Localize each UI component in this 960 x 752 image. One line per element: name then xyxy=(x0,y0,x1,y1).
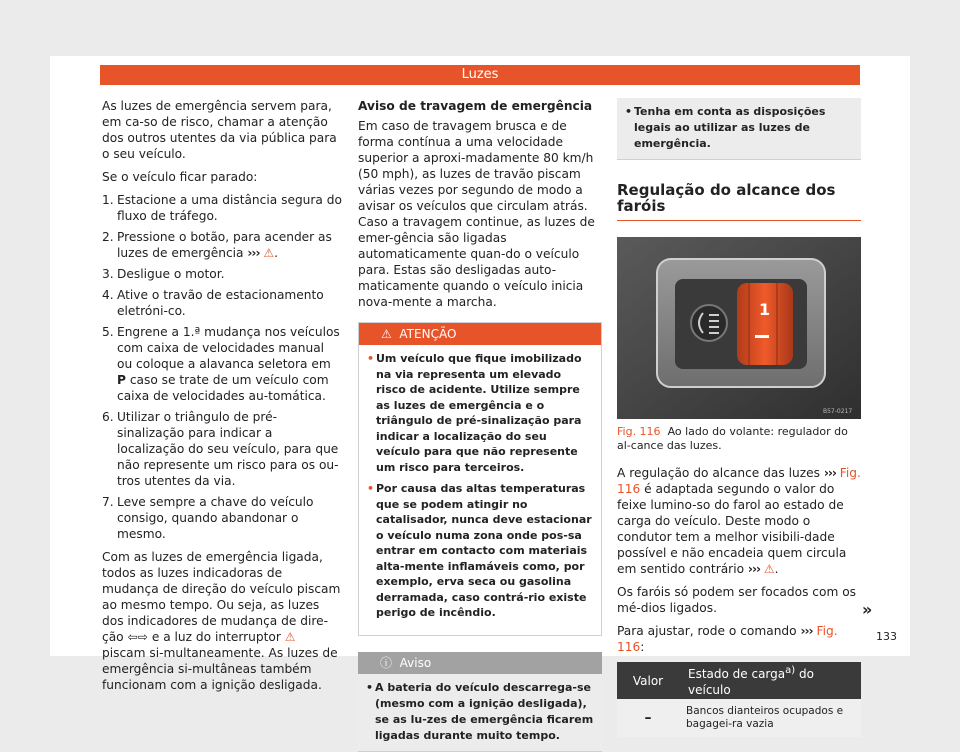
reference-arrows-icon: ››› xyxy=(800,624,813,638)
note-item: • Tenha em conta as disposições legais ao utilizar as luzes de emergência. xyxy=(625,105,826,150)
reference-arrows-icon: ››› xyxy=(823,466,836,480)
table-row: – Bancos dianteiros ocupados e bagagei-ra vazia xyxy=(617,699,861,737)
reference-arrows-icon: ››› xyxy=(747,562,760,576)
warning-box xyxy=(358,322,602,636)
svg-text:1: 1 xyxy=(759,300,771,319)
section-title: Regulação do alcance dos faróis xyxy=(617,182,861,221)
turn-left-icon: ⇦ xyxy=(127,630,138,644)
warning-box-header: ⚠ ATENÇÃO xyxy=(359,323,601,345)
intro-paragraph: As luzes de emergência servem para, em ca-so de risco, chamar a atenção dos outros utentes da via pública para o seu veículo. xyxy=(102,99,337,161)
stopped-paragraph: Se o veículo ficar parado: xyxy=(102,170,258,184)
warning-triangle-icon: ⚠ xyxy=(284,630,296,644)
column-2 xyxy=(358,98,602,752)
svg-text:B57-0217: B57-0217 xyxy=(823,408,853,415)
step-item: 1. Estacione a uma distância segura do fluxo de tráfego. xyxy=(102,193,342,223)
regulation-paragraph: A regulação do alcance das luzes ››› Fig. 116 é adaptada segundo o valor do feixe lumino-so do farol ao estado de carga do veículo. Deste modo o condutor tem a melhor visibili-dade possível e não encadeia quem circula em sentido contrário ››› ⚠. xyxy=(617,466,861,576)
column-1 xyxy=(102,98,342,700)
turn-right-icon: ⇨ xyxy=(137,630,148,644)
steps-list xyxy=(102,192,342,542)
table-header-state: Estado de carga$^{a)}$ do veículo xyxy=(680,662,861,699)
figure-caption: Fig. 116 Ao lado do volante: regulador do al-cance das luzes. xyxy=(617,425,848,452)
step-item: 4. Ative o travão de estacionamento eletróni-co. xyxy=(102,288,324,318)
note-box xyxy=(358,652,602,752)
adjust-paragraph: Para ajustar, rode o comando ››› Fig. 116: xyxy=(617,624,838,654)
legal-note-box xyxy=(617,98,861,160)
headlight-regulator-image xyxy=(617,237,861,419)
warning-item: • Um veículo que fique imobilizado na via representa um elevado risco de acidente. Utilize sempre as luzes de emergência e o triângulo de pré-sinalização para indicar a localização do seu veículo para que não represente um risco para terceiros. xyxy=(367,352,582,474)
bullet-icon: • xyxy=(366,680,374,694)
low-beam-paragraph: Os faróis só podem ser focados com os mé-dios ligados. xyxy=(617,585,857,615)
bullet-icon: • xyxy=(367,352,375,365)
page-number: 133 xyxy=(876,630,897,643)
note-item: • A bateria do veículo descarrega-se (mesmo com a ignição desligada), se as lu-zes de emergência ficarem ligadas durante muito tempo. xyxy=(366,680,594,742)
figure-link[interactable]: Fig. 116 xyxy=(617,466,861,496)
figure-link[interactable]: Fig. 116 xyxy=(617,624,838,654)
section-header: Luzes xyxy=(100,65,860,85)
step-item: 3. Desligue o motor. xyxy=(102,267,225,281)
reference-arrows-icon: ››› xyxy=(247,246,260,260)
emergency-braking-body: Em caso de travagem brusca e de forma contínua a uma velocidade superior a aproxi-madamente 80 km/h (50 mph), as luzes de travão piscam várias vezes por segundo de modo a avisar os veículos que circulam atrás. Caso a travagem continue, as luzes de emer-gência são ligadas automaticamente quan-do o veículo para. Estas são desligadas auto-maticamente quando o veículo inicia nova-mente a marcha. xyxy=(358,119,595,309)
outro-paragraph: Com as luzes de emergência ligada, todos as luzes indicadoras de mudança de direção do veículo piscam ao mesmo tempo. Ou seja, as luzes dos indicadores de mudança de dire-ção ⇦⇨ e a luz do interruptor ⚠ piscam si-multaneamente. As luzes de emergência si-multâneas também funcionam com a ignição desligada. xyxy=(102,550,341,692)
emergency-braking-title: Aviso de travagem de emergência xyxy=(358,99,593,113)
step-item: 2. Pressione o botão, para acender as luzes de emergência ››› ⚠. xyxy=(102,230,332,260)
warning-item: • Por causa das altas temperaturas que se podem atingir no catalisador, nunca deve estacionar o veículo numa zona onde pos-sa entrar em contacto com materiais alta-mente inflamáveis como, por exemplo, erva seca ou gasolina derramada, caso contrá-rio existe perigo de incêndio. xyxy=(367,482,592,619)
info-icon: ⓘ xyxy=(380,655,393,670)
note-box-header: ⓘ Aviso xyxy=(358,652,602,674)
warning-triangle-icon: ⚠ xyxy=(381,327,392,341)
warning-triangle-icon[interactable]: ⚠ xyxy=(263,246,275,260)
headlight-range-figure xyxy=(617,237,861,419)
table-header-value: Valor xyxy=(617,662,680,699)
bullet-icon: • xyxy=(625,105,633,118)
step-item: 6. Utilizar o triângulo de pré-sinalização para indicar a localização do seu veículo, para que não represente um risco para os ou-tros utentes da via. xyxy=(102,410,339,488)
step-item: 5. Engrene a 1.ª mudança nos veículos com caixa de velocidades manual ou coloque a alavanca seletora em P caso se trate de um veículo com caixa de velocidades au-tomática. xyxy=(102,325,340,403)
load-state-table xyxy=(617,662,861,737)
bullet-icon: • xyxy=(367,482,375,495)
continue-marker: » xyxy=(862,600,873,619)
figure-label: Fig. 116 xyxy=(617,425,661,438)
column-3 xyxy=(617,98,861,737)
step-item: 7. Leve sempre a chave do veículo consigo, quando abandonar o mesmo. xyxy=(102,495,314,541)
warning-triangle-icon[interactable]: ⚠ xyxy=(763,562,775,576)
